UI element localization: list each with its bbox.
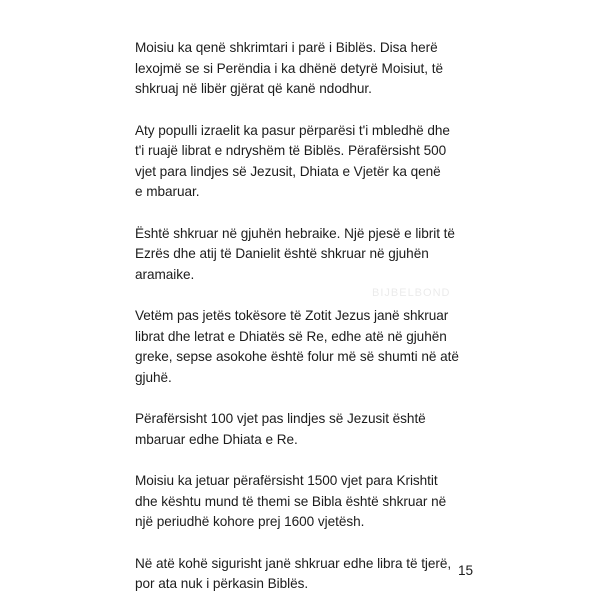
text-line: por ata nuk i përkasin Biblës.	[135, 576, 309, 591]
text-line: vjet para lindjes së Jezusit, Dhiata e Vjetër ka qenë	[135, 163, 441, 179]
page-number: 15	[458, 563, 474, 578]
text-line: Është shkruar në gjuhën hebraike. Një pjesë e librit të	[135, 225, 455, 241]
text-line: Moisiu ka jetuar përafërsisht 1500 vjet para Krishtit	[135, 473, 438, 488]
text-line: një periudhë kohore prej 1600 vjetësh.	[135, 514, 365, 529]
paragraph-1	[135, 38, 475, 100]
text-line: mbaruar edhe Dhiata e Re.	[135, 431, 298, 447]
watermark: BIJBELBOND	[372, 287, 451, 299]
paragraph-4	[135, 306, 475, 388]
text-column	[135, 38, 475, 616]
paragraph-5	[135, 409, 475, 450]
text-line: librat dhe letrat e Dhiatës së Re, edhe atë në gjuhën	[135, 328, 447, 344]
text-line: Moisiu ka qenë shkrimtari i parë i Biblës. Disa herë	[135, 40, 438, 55]
text-line: shkruaj në libër gjërat që kanë ndodhur.	[135, 81, 372, 96]
paragraph-7	[135, 554, 475, 595]
paragraph-3	[135, 224, 475, 286]
text-line: Përafërsisht 100 vjet pas lindjes së Jezusit është	[135, 411, 426, 426]
text-line: e mbaruar.	[135, 184, 200, 199]
text-line: Ezrës dhe atij të Danielit është shkruar në gjuhën	[135, 246, 429, 261]
text-line: gjuhë.	[135, 369, 172, 385]
paragraph-2	[135, 121, 475, 203]
text-line: aramaike.	[135, 266, 195, 282]
text-line: lexojmë se si Perëndia i ka dhënë detyrë Moisiut, të	[135, 60, 443, 76]
text-line: Në atë kohë sigurisht janë shkruar edhe libra të tjerë,	[135, 555, 452, 571]
text-line: t'i ruajë librat e ndryshëm të Biblës. Përafërsisht 500	[135, 143, 447, 158]
paragraph-6	[135, 471, 475, 533]
text-line: greke, sepse asokohe është folur më së shumti në atë	[135, 349, 459, 364]
text-line: dhe kështu mund të themi se Bibla është shkruar në	[135, 493, 447, 509]
text-line: Vetëm pas jetës tokësore të Zotit Jezus janë shkruar	[135, 308, 449, 323]
text-line: Aty populli izraelit ka pasur përparësi t'i mbledhë dhe	[135, 122, 450, 138]
